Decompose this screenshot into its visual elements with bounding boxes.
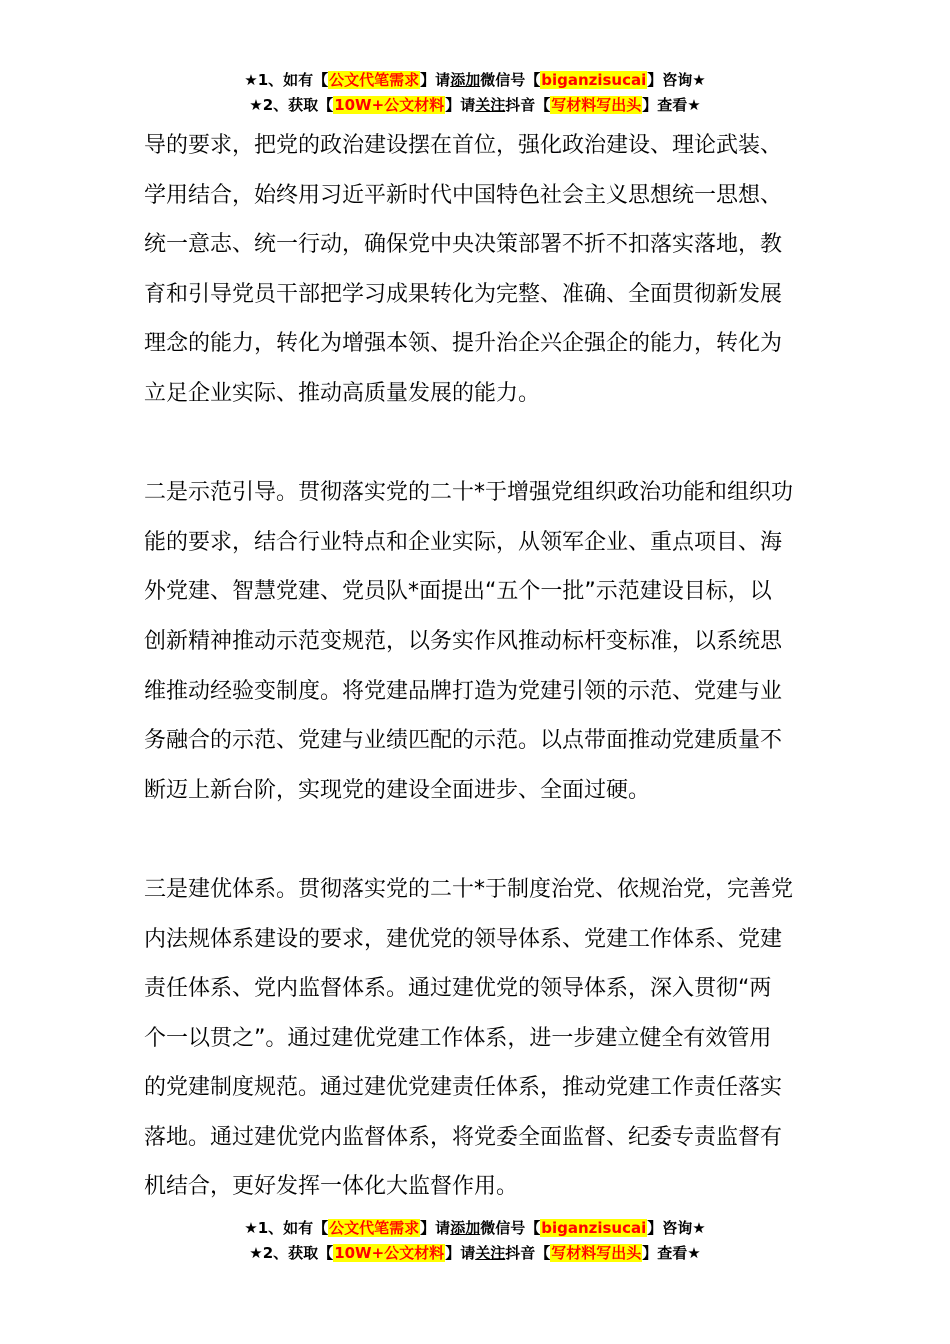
paragraph-spacer — [144, 419, 808, 469]
paragraph-line: 能的要求，结合行业特点和企业实际，从领军企业、重点项目、海 — [144, 529, 783, 555]
banner-line-2-highlight-materials: 10W+公文材料 — [334, 1244, 445, 1262]
banner-line-1-mid2: 微信号【 — [480, 1219, 541, 1237]
document-body — [144, 121, 808, 1212]
paragraph-line: 个一以贯之”。通过建优党建工作体系，进一步建立健全有效管用 — [144, 1025, 772, 1051]
paragraph-line: 的党建制度规范。通过建优党建责任体系，推动党建工作责任落实 — [144, 1075, 783, 1101]
paragraph-line: 学用结合，始终用习近平新时代中国特色社会主义思想统一思想、 — [144, 182, 783, 208]
banner-line-1-suffix: 】咨询★ — [647, 1219, 706, 1237]
banner-line-2-mid: 】请 — [445, 96, 476, 114]
banner-line-2-prefix: ★2、获取【 — [249, 1244, 334, 1262]
banner-line-2 — [0, 1241, 950, 1266]
paragraph-line: 断迈上新台阶，实现党的建设全面进步、全面过硬。 — [144, 777, 651, 803]
paragraph-line: 统一意志、统一行动，确保党中央决策部署不折不扣落实落地，教 — [144, 232, 783, 258]
header-banner — [0, 68, 950, 118]
banner-line-1-mid2: 微信号【 — [480, 71, 541, 89]
banner-line-2-prefix: ★2、获取【 — [249, 96, 334, 114]
banner-line-2-underlined: 关注 — [475, 96, 506, 114]
banner-line-1-underlined: 添加 — [450, 71, 481, 89]
paragraph-2 — [144, 468, 808, 815]
banner-line-1 — [0, 1216, 950, 1241]
paragraph-line: 内法规体系建设的要求，建优党的领导体系、党建工作体系、党建 — [144, 926, 783, 952]
banner-line-2-suffix: 】查看★ — [642, 1244, 701, 1262]
paragraph-line: 落地。通过建优党内监督体系，将党委全面监督、纪委专责监督有 — [144, 1124, 783, 1150]
banner-line-2-underlined: 关注 — [475, 1244, 506, 1262]
banner-line-1-prefix: ★1、如有【 — [244, 71, 329, 89]
paragraph-line: 外党建、智慧党建、党员队*面提出“五个一批”示范建设目标，以 — [144, 579, 772, 605]
paragraph-line: 机结合，更好发挥一体化大监督作用。 — [144, 1174, 519, 1200]
banner-line-1 — [0, 68, 950, 93]
paragraph-line: 三是建优体系。贯彻落实党的二十*于制度治党、依规治党，完善党 — [144, 876, 794, 902]
banner-line-2-highlight-douyin: 写材料写出头 — [551, 96, 642, 114]
banner-line-1-underlined: 添加 — [450, 1219, 481, 1237]
paragraph-line: 导的要求，把党的政治建设摆在首位，强化政治建设、理论武装、 — [144, 133, 783, 158]
paragraph-line: 理念的能力，转化为增强本领、提升治企兴企强企的能力，转化为 — [144, 331, 783, 357]
banner-line-1-highlight-service: 公文代笔需求 — [329, 1219, 420, 1237]
paragraph-spacer — [144, 815, 808, 865]
banner-line-1-highlight-wechat: biganzisucai — [541, 1219, 647, 1237]
banner-line-1-highlight-service: 公文代笔需求 — [329, 71, 420, 89]
paragraph-line: 务融合的示范、党建与业绩匹配的示范。以点带面推动党建质量不 — [144, 728, 783, 754]
paragraph-line: 二是示范引导。贯彻落实党的二十*于增强党组织政治功能和组织功 — [144, 480, 794, 506]
paragraph-line: 立足企业实际、推动高质量发展的能力。 — [144, 380, 541, 406]
banner-line-1-mid: 】请 — [420, 1219, 451, 1237]
paragraph-line: 创新精神推动示范变规范，以务实作风推动标杆变标准，以系统思 — [144, 628, 783, 654]
banner-line-1-prefix: ★1、如有【 — [244, 1219, 329, 1237]
paragraph-1 — [144, 121, 808, 419]
banner-line-2-highlight-materials: 10W+公文材料 — [334, 96, 445, 114]
banner-line-2-mid2: 抖音【 — [505, 1244, 551, 1262]
banner-line-1-highlight-wechat: biganzisucai — [541, 71, 647, 89]
banner-line-2-mid2: 抖音【 — [505, 96, 551, 114]
paragraph-line: 维推动经验变制度。将党建品牌打造为党建引领的示范、党建与业 — [144, 678, 783, 704]
banner-line-1-suffix: 】咨询★ — [647, 71, 706, 89]
banner-line-2-highlight-douyin: 写材料写出头 — [551, 1244, 642, 1262]
banner-line-1-mid: 】请 — [420, 71, 451, 89]
paragraph-line: 责任体系、党内监督体系。通过建优党的领导体系，深入贯彻“两 — [144, 976, 772, 1002]
paragraph-line: 育和引导党员干部把学习成果转化为完整、准确、全面贯彻新发展 — [144, 281, 783, 307]
banner-line-2-suffix: 】查看★ — [642, 96, 701, 114]
banner-line-2-mid: 】请 — [445, 1244, 476, 1262]
paragraph-3 — [144, 865, 808, 1212]
banner-line-2 — [0, 93, 950, 118]
footer-banner — [0, 1216, 950, 1266]
